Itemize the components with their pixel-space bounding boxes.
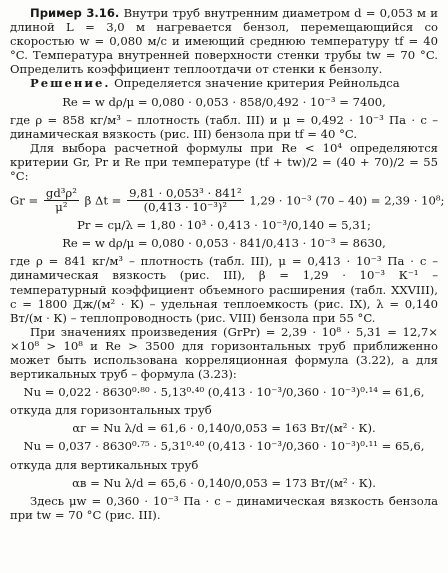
reynolds-equation: Re = w dρ/μ = 0,080 · 0,053 · 858/0,492 · 10⁻³ = 7400, — [62, 94, 386, 109]
horizontal-label: откуда для горизонтальных труб — [10, 403, 212, 418]
alpha-horizontal: αг = Nu λ/d = 61,6 · 0,140/0,053 = 163 Вт/(м² · К). — [72, 421, 376, 436]
grashof-equation — [10, 186, 445, 215]
wall-viscosity-note: Здесь μw = 0,360 · 10⁻³ Па · с – динамическая вязкость бензола при tw = 70 °C (рис. III). — [10, 493, 438, 522]
gr-lhs: Gr = — [10, 193, 39, 208]
gr-mid: β Δt = — [84, 193, 122, 208]
solution-intro — [10, 76, 438, 90]
reynolds-equation-55: Re = w dρ/μ = 0,080 · 0,053 · 841/0,413 · 10⁻³ = 8630, — [62, 236, 386, 251]
nusselt-vertical: Nu = 0,037 · 8630⁰·⁷⁵ · 5,31⁰·⁴⁰ (0,413 · 10⁻³/0,360 · 10⁻³)⁰·¹¹ = 65,6, — [23, 439, 425, 454]
gr-num1: gd³ρ² — [45, 186, 77, 201]
prandtl-equation: Pr = cμ/λ = 1,80 · 10³ · 0,413 · 10⁻³/0,140 = 5,31; — [77, 218, 371, 233]
solution-text: Определяется значение критерия Рейнольдса — [114, 76, 400, 91]
nusselt-horizontal: Nu = 0,022 · 8630⁰·⁸⁰ · 5,13⁰·⁴⁰ (0,413 · 10⁻³/0,360 · 10⁻³)⁰·¹⁴ = 61,6, — [23, 385, 425, 400]
density-note: где ρ = 858 кг/м³ – плотность (табл. III) и μ = 0,492 · 10⁻³ Па · с – динамическая вязкость (рис. III) бензола при tf = 40 °C. — [10, 112, 438, 141]
properties-note: где ρ = 841 кг/м³ – плотность (табл. III), μ = 0,413 · 10⁻³ Па · с – динамическая вязкость (рис. III), β = 1,29 · 10⁻³ К⁻¹ – температурный коэффициент объемного расширения (табл. XXVIII), с = 1800 Дж/(м² · К) – удельная теплоемкость (рис. IX), λ = 0,140 Вт/(м · К) – теплопроводность (рис. VIII) бензола при 55 °C. — [10, 254, 438, 325]
gr-fraction-general — [44, 187, 79, 214]
vertical-label: откуда для вертикальных труб — [10, 457, 199, 472]
solution-label: Решение. — [30, 76, 111, 91]
example-title: Пример 3.16. — [30, 6, 120, 20]
gr-den2: (0,413 · 10⁻³)² — [143, 200, 228, 215]
criteria-intro: Для выбора расчетной формулы при Re < 10⁴ определяются критерии Gr, Pr и Re при температуре (tf + tw)/2 = (40 + 70)/2 = 55 °C: — [10, 140, 438, 184]
correlation-intro: При значениях произведения (GrPr) = 2,39 · 10⁸ · 5,31 = 12,7× ×10⁸ > 10⁸ и Re > 3500 для горизонтальных труб приближенно может быть использована корреляционная формула (3.22), а для вертикальных труб – формула (3.23): — [10, 324, 438, 382]
gr-fraction-values — [127, 187, 244, 214]
gr-rhs: 1,29 · 10⁻³ (70 – 40) = 2,39 · 10⁸; — [249, 193, 445, 208]
alpha-vertical: αв = Nu λ/d = 65,6 · 0,140/0,053 = 173 Вт/(м² · К). — [72, 475, 376, 490]
gr-den1: μ² — [55, 200, 68, 215]
example-text: Внутри труб внутренним диаметром d = 0,053 м и длиной L = 3,0 м нагревается бензол, перемещающийся со скоростью w = 0,080 м/с и имеющий среднюю температуру tf = 40 °C. Температура внутренней поверхности стенки трубы tw = 70 °C. Определить коэффициент теплоотдачи от стенки к бензолу. — [10, 6, 439, 77]
gr-num2: 9,81 · 0,053³ · 841² — [129, 186, 242, 201]
example-statement — [10, 6, 438, 76]
